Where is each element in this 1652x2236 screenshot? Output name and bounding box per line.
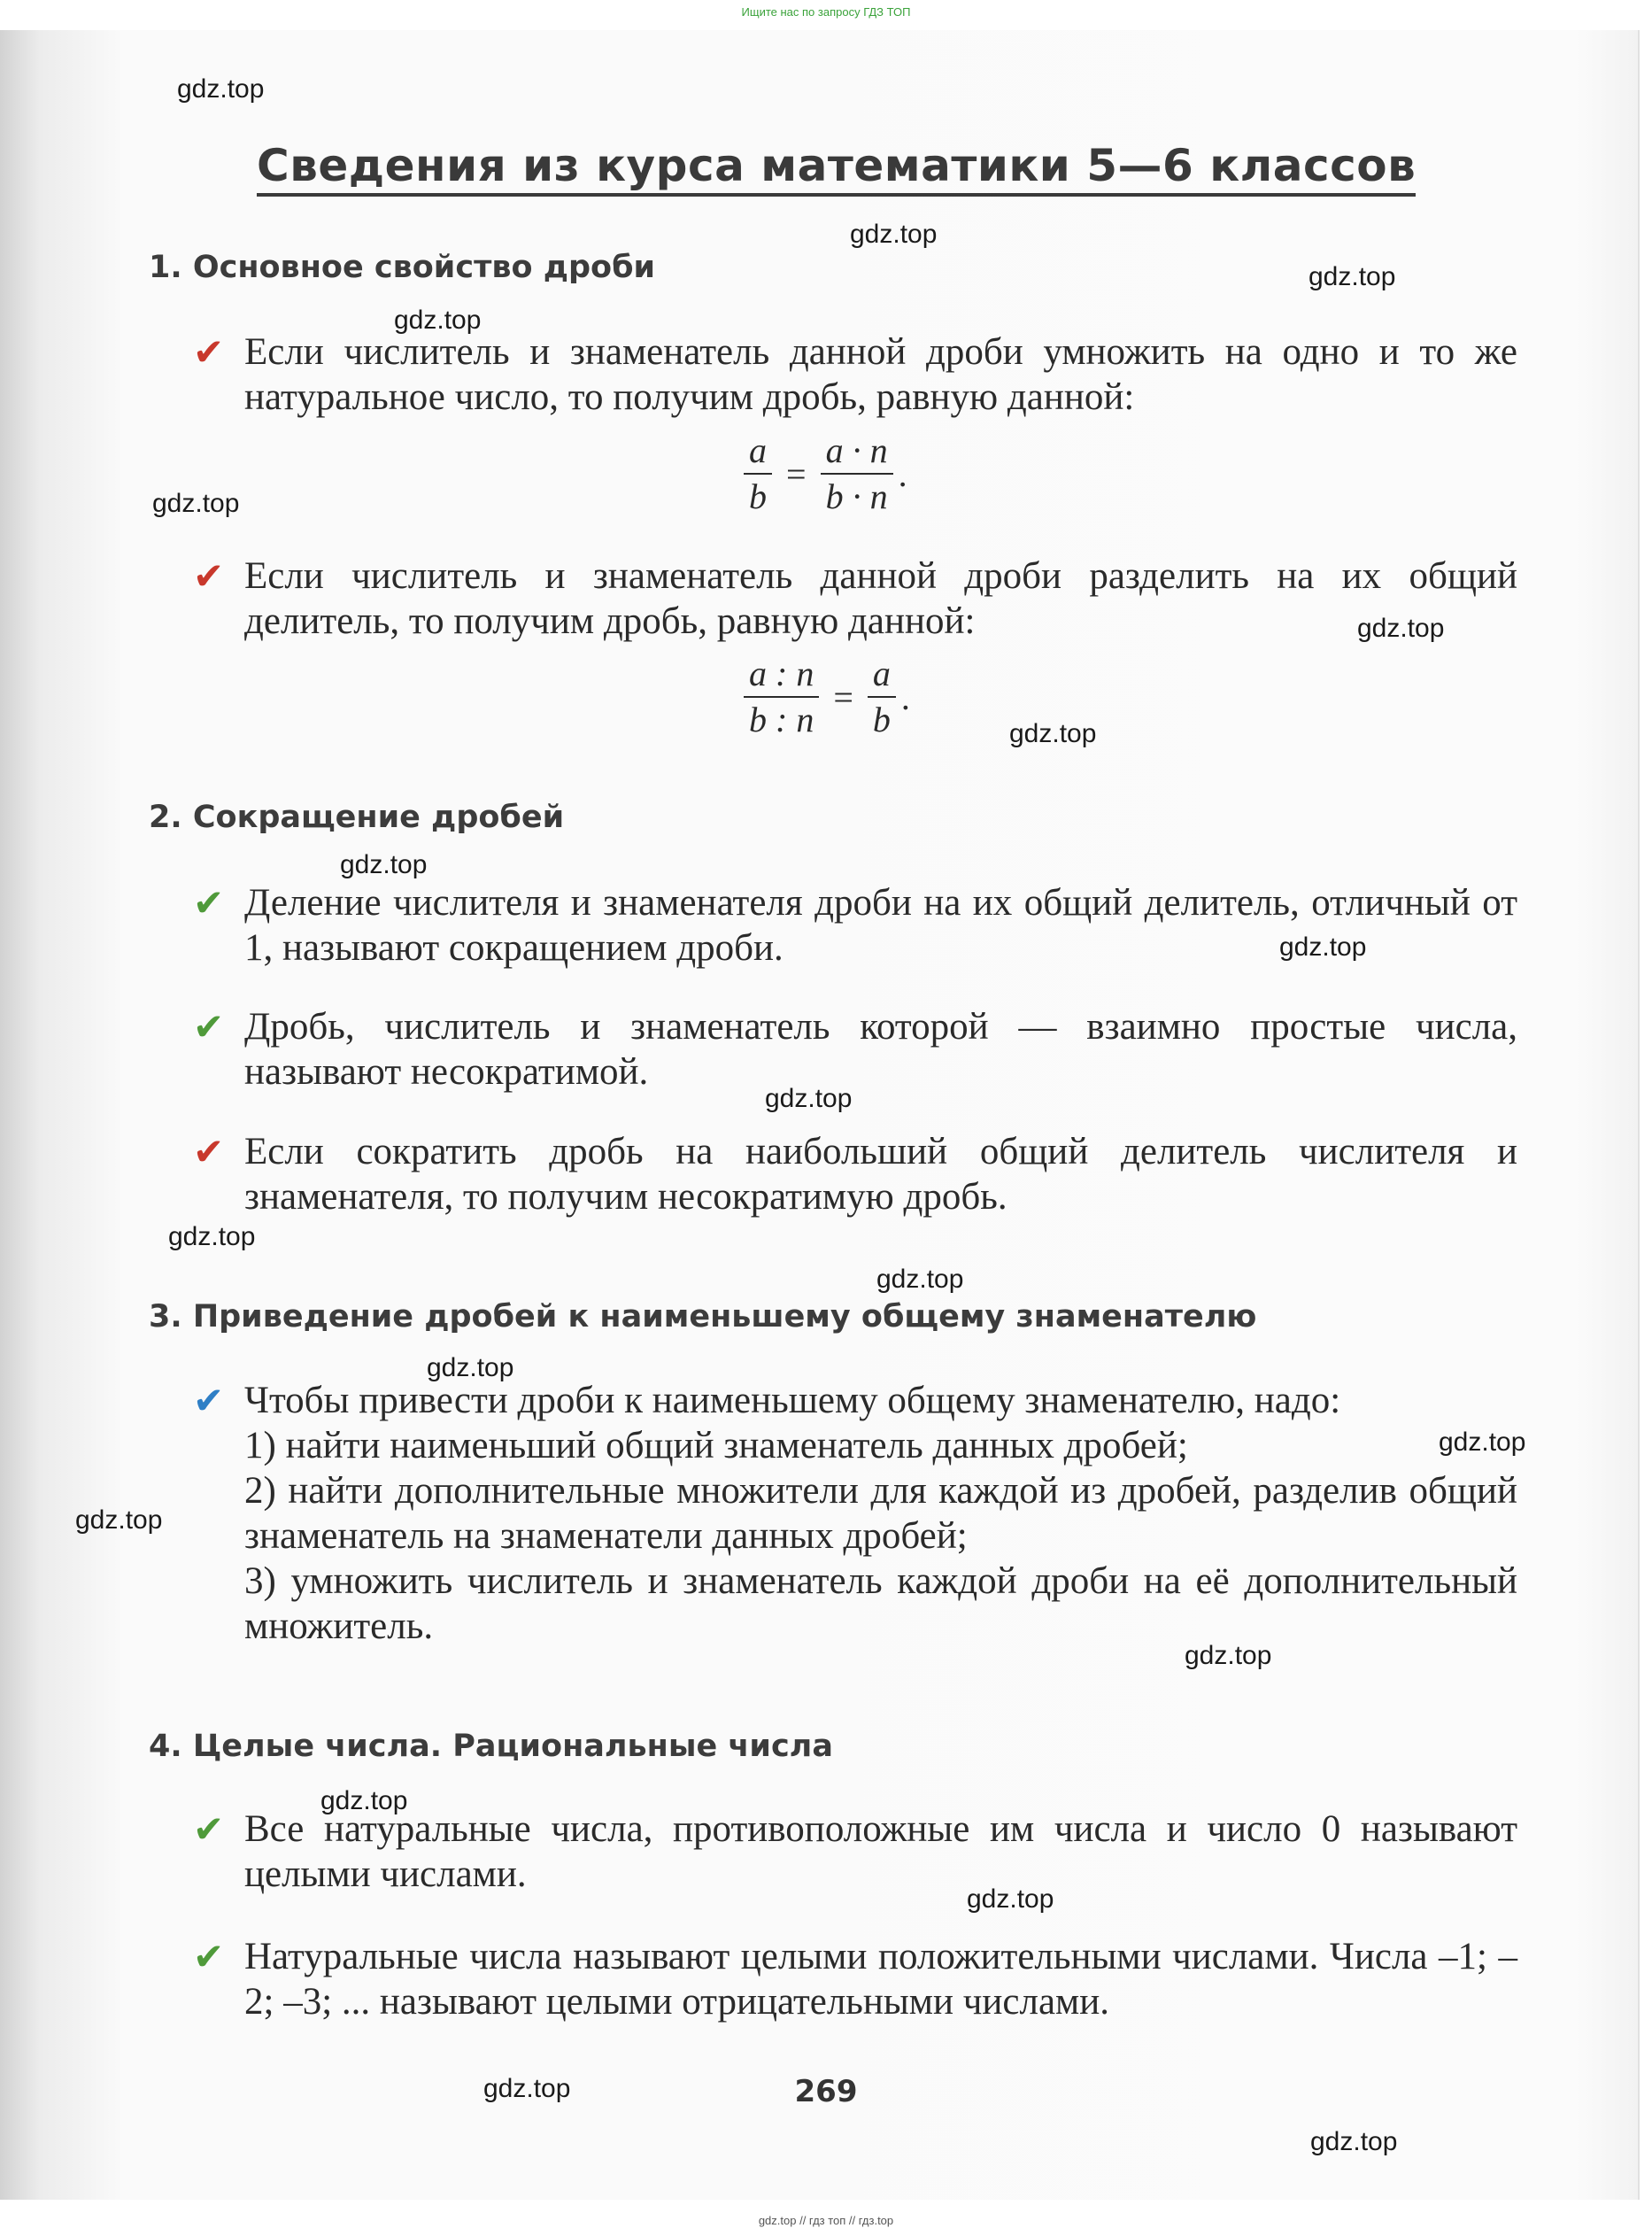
red-check-icon: ✔ (193, 554, 225, 598)
section-1-item-1: Если числитель и знаменатель данной дроби умножить на одно и то же натуральное число, то получим дробь, равную данной: (244, 331, 1517, 418)
watermark-text: gdz.top (967, 1884, 1054, 1914)
formula-1-period: . (898, 453, 907, 494)
watermark-text: gdz.top (483, 2074, 571, 2103)
watermark-text: gdz.top (427, 1353, 514, 1382)
formula-2-equals: = (833, 677, 853, 717)
formula-1-equals: = (786, 453, 807, 494)
watermark-text: gdz.top (177, 74, 265, 104)
section-3-step-2: 2) найти дополнительные множители для каждой из дробей, разделив общий знаменатель на знаменатели данных дробей; (244, 1470, 1517, 1557)
section-2-heading: 2. Сокращение дробей (149, 800, 565, 835)
watermark-text: gdz.top (340, 850, 428, 879)
formula-1-right-denominator: b · n (825, 476, 888, 516)
section-2-item-2: Дробь, числитель и знаменатель которой — взаимно простые числа, называют несократимой. (244, 1006, 1517, 1093)
formula-1-right-numerator: a · n (821, 430, 893, 475)
watermark-text: gdz.top (1279, 932, 1367, 962)
green-check-icon: ✔ (193, 1005, 225, 1048)
watermark-text: gdz.top (320, 1786, 408, 1815)
section-4-item-1: Все натуральные числа, противоположные им числа и число 0 называют целыми числами. (244, 1808, 1517, 1895)
watermark-text: gdz.top (765, 1084, 853, 1113)
watermark-text: gdz.top (152, 489, 240, 518)
section-3-step-3: 3) умножить числитель и знаменатель каждой дроби на её дополнительный множитель. (244, 1560, 1517, 1647)
formula-1-left-denominator: b (749, 476, 767, 516)
watermark-text: gdz.top (1009, 719, 1097, 748)
section-4-heading: 4. Целые числа. Рациональные числа (149, 1729, 833, 1764)
watermark-text: gdz.top (75, 1505, 163, 1535)
red-check-icon: ✔ (193, 1130, 225, 1173)
green-check-icon: ✔ (193, 881, 225, 925)
formula-2-right-numerator: a (868, 654, 896, 698)
watermark-text: gdz.top (168, 1222, 256, 1251)
top-note: Ищите нас по запросу ГДЗ ТОП (741, 5, 911, 19)
section-2-item-3: Если сократить дробь на наибольший общий делитель числителя и знаменателя, то получим несократимую дробь. (244, 1131, 1517, 1218)
formula-2-right-denominator: b (872, 700, 891, 739)
section-1-item-2: Если числитель и знаменатель данной дроби разделить на их общий делитель, то получим дробь, равную данной: (244, 555, 1517, 642)
formula-2-left-numerator: a : n (744, 654, 819, 698)
watermark-text: gdz.top (1357, 614, 1445, 643)
formula-1-left-numerator: a (744, 430, 772, 475)
section-1-heading: 1. Основное свойство дроби (149, 250, 656, 285)
formula-divide (740, 654, 912, 740)
section-3-step-1: 1) найти наименьший общий знаменатель данных дробей; (244, 1425, 1188, 1466)
blue-check-icon: ✔ (193, 1379, 225, 1422)
watermark-text: gdz.top (1310, 2127, 1398, 2156)
watermark-text: gdz.top (1439, 1427, 1526, 1457)
green-check-icon: ✔ (193, 1935, 225, 1978)
bottom-note: gdz.top // гдз топ // гдз.top (758, 2214, 894, 2227)
section-2-item-1: Деление числителя и знаменателя дроби на их общий делитель, отличный от 1, называют сокращением дроби. (244, 882, 1517, 969)
formula-multiply (740, 430, 909, 517)
watermark-text: gdz.top (394, 306, 482, 335)
page-title: Сведения из курса математики 5—6 классов (257, 140, 1416, 197)
formula-2-left-denominator: b : n (749, 700, 814, 739)
section-3-heading: 3. Приведение дробей к наименьшему общему знаменателю (149, 1299, 1257, 1335)
section-4-item-2: Натуральные числа называют целыми положительными числами. Числа –1; –2; –3; ... называют целыми отрицательными числами. (244, 1936, 1517, 2023)
watermark-text: gdz.top (850, 220, 938, 249)
page-number: 269 (794, 2074, 858, 2109)
red-check-icon: ✔ (193, 330, 225, 374)
watermark-text: gdz.top (1308, 262, 1396, 291)
watermark-text: gdz.top (1185, 1641, 1272, 1670)
section-3-item-intro: Чтобы привести дроби к наименьшему общему знаменателю, надо: (244, 1380, 1341, 1421)
watermark-text: gdz.top (876, 1265, 964, 1294)
formula-2-period: . (900, 677, 910, 717)
green-check-icon: ✔ (193, 1807, 225, 1851)
